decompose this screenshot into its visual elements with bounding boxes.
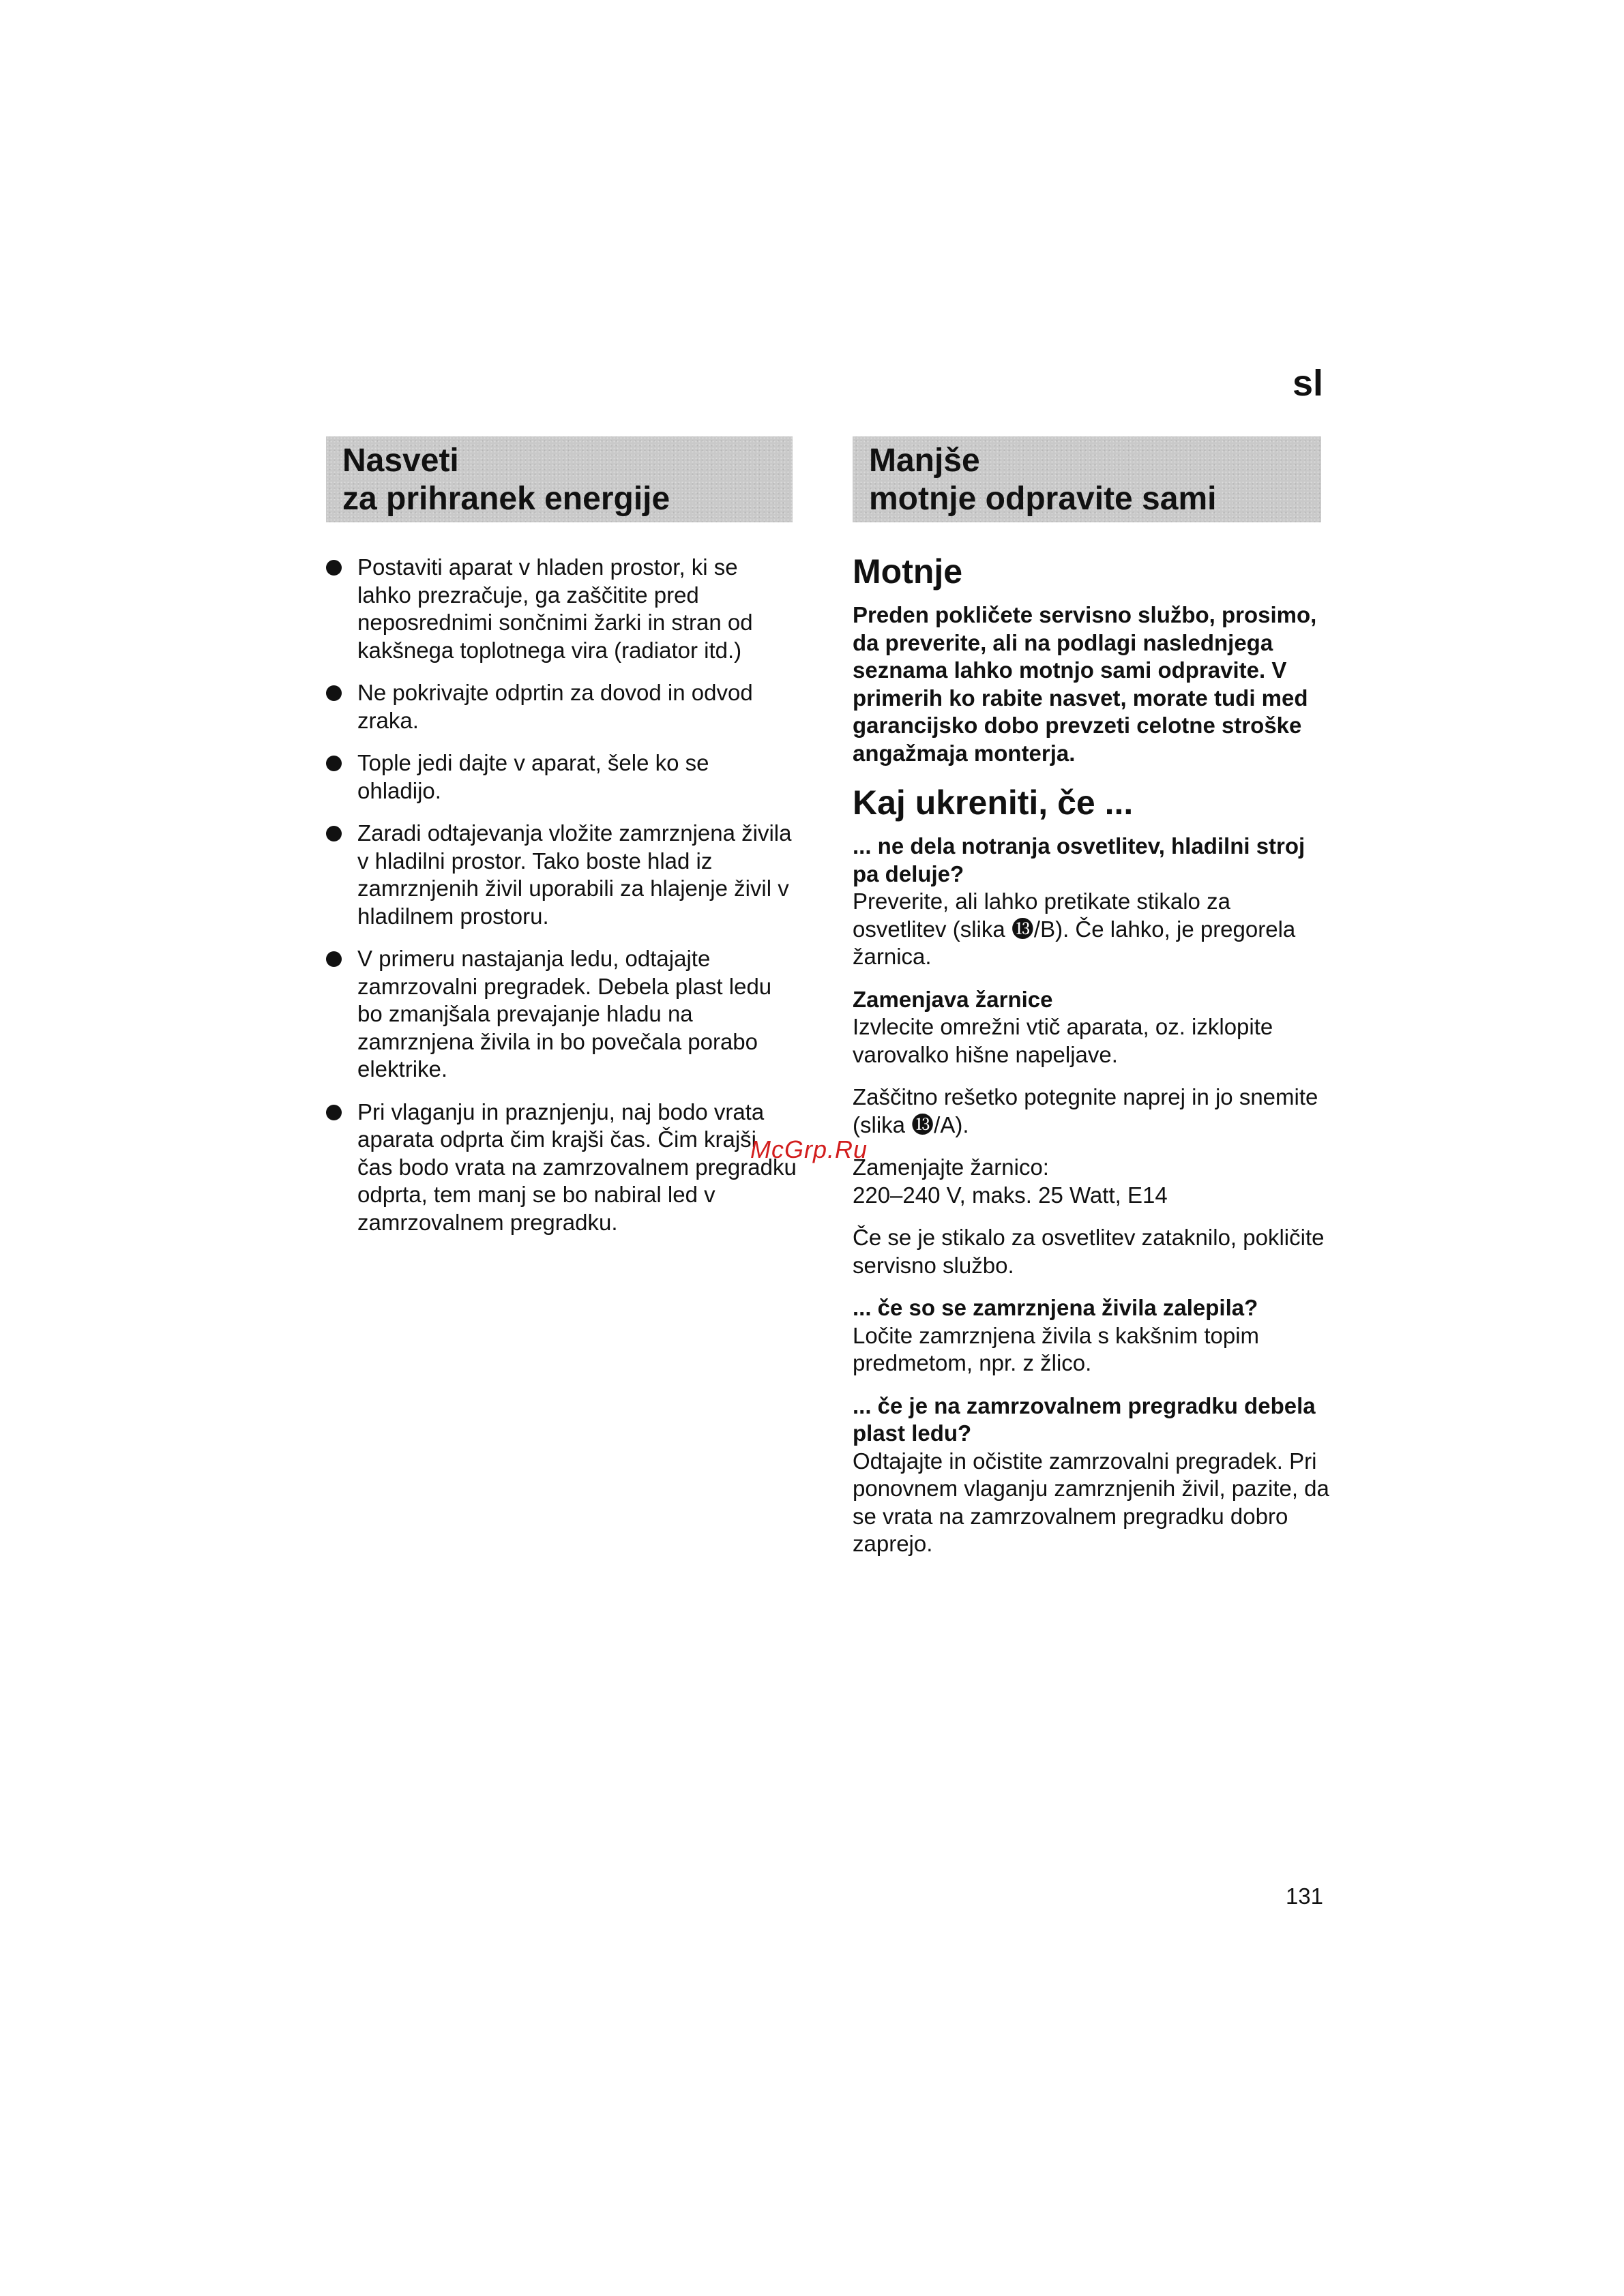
bulb-step-1: Izvlecite omrežni vtič aparata, oz. izklopite varovalko hišne napeljave.: [853, 1014, 1273, 1067]
stuck-answer: Ločite zamrznjena živila s kakšnim topim predmetom, npr. z žlico.: [853, 1322, 1260, 1375]
energy-tips-column: [326, 554, 797, 1251]
ice-question: ... če je na zamrzovalnem pregradku debela plast ledu?: [853, 1392, 1316, 1446]
energy-saving-banner: [326, 436, 793, 522]
troubleshooting-banner: [853, 436, 1321, 522]
bulb-spec-block: [853, 1154, 1330, 1209]
list-item: [326, 820, 797, 930]
switch-stuck-note: Če se je stikalo za osvetlitev zataknilo, pokličite servisno službo.: [853, 1225, 1325, 1278]
list-item: [326, 1099, 797, 1237]
bullet-icon: [326, 560, 342, 576]
troubleshooting-column: [853, 551, 1330, 1573]
light-issue: [853, 833, 1330, 971]
tip-text: Zaradi odtajevanja vložite zamrznjena živila v hladilni prostor. Tako boste hlad iz zamrznjenih živil uporabili za hlajenje živil v hladilnem prostoru.: [357, 820, 792, 929]
energy-saving-heading-line1: Nasveti: [342, 443, 459, 479]
light-answer: Preverite, ali lahko pretikate stikalo za osvetlitev (slika ⓭/B). Če lahko, je pregorela žarnica.: [853, 889, 1296, 969]
tip-text: Pri vlaganju in praznjenju, naj bodo vrata aparata odprta čim krajši čas. Čim krajši čas bodo vrata na zamrzovalnem pregradku odprta, tem manj se bo nabiral led v zamrzovalnem pregradku.: [357, 1099, 797, 1235]
ice-issue: [853, 1392, 1330, 1558]
language-tag: sl: [1292, 363, 1323, 404]
list-item: [326, 679, 797, 734]
energy-tips-list: [326, 554, 797, 1236]
stuck-food-issue: [853, 1294, 1330, 1377]
bullet-icon: [326, 826, 342, 841]
stuck-question: ... če so se zamrznjena živila zalepila?: [853, 1295, 1258, 1320]
list-item: [326, 554, 797, 664]
bullet-icon: [326, 1105, 342, 1120]
list-item: [326, 945, 797, 1084]
light-question: ... ne dela notranja osvetlitev, hladilni stroj pa deluje?: [853, 833, 1305, 886]
bullet-icon: [326, 756, 342, 771]
bulb-step-2: Zaščitno rešetko potegnite naprej in jo snemite (slika ⓭/A).: [853, 1084, 1318, 1137]
faults-heading: Motnje: [853, 552, 963, 591]
faults-intro: Preden pokličete servisno službo, prosimo, da preverite, ali na podlagi naslednjega seznama lahko motnjo sami odpravite. V primerih ko rabite nasvet, morate tudi med garancijsko dobo prevzeti celotne stroške angažmaja monterja.: [853, 602, 1317, 766]
bulb-replacement: [853, 986, 1330, 1069]
energy-saving-heading: [342, 442, 793, 518]
ice-answer: Odtajajte in očistite zamrzovalni pregradek. Pri ponovnem vlaganju zamrznjenih živil, pazite, da se vrata na zamrzovalnem pregradku dobro zaprejo.: [853, 1448, 1329, 1556]
tip-text: Postaviti aparat v hladen prostor, ki se lahko prezračuje, ga zaščitite pred neposrednimi sončnimi žarki in stran od kakšnega toplotnega vira (radiator itd.): [357, 554, 753, 663]
tip-text: Tople jedi dajte v aparat, šele ko se ohladijo.: [357, 750, 709, 803]
tip-text: Ne pokrivajte odprtin za dovod in odvod zraka.: [357, 680, 753, 733]
bullet-icon: [326, 685, 342, 701]
bulb-replace-label: Zamenjajte žarnico:: [853, 1154, 1049, 1180]
energy-saving-heading-line2: za prihranek energije: [342, 481, 670, 517]
what-to-do-heading: Kaj ukreniti, če ...: [853, 784, 1134, 822]
bullet-icon: [326, 951, 342, 967]
page-number: 131: [1285, 1883, 1323, 1909]
troubleshooting-heading-line1: Manjše: [869, 443, 980, 479]
bulb-title: Zamenjava žarnice: [853, 986, 1053, 1012]
tip-text: V primeru nastajanja ledu, odtajajte zamrzovalni pregradek. Debela plast ledu bo zmanjšala prevajanje hladu na zamrznjena živila in bo povečala porabo elektrike.: [357, 946, 772, 1082]
bulb-spec: 220–240 V, maks. 25 Watt, E14: [853, 1182, 1168, 1208]
list-item: [326, 749, 797, 805]
troubleshooting-heading: [869, 442, 1321, 518]
watermark: McGrp.Ru: [750, 1135, 868, 1163]
troubleshooting-heading-line2: motnje odpravite sami: [869, 481, 1217, 517]
